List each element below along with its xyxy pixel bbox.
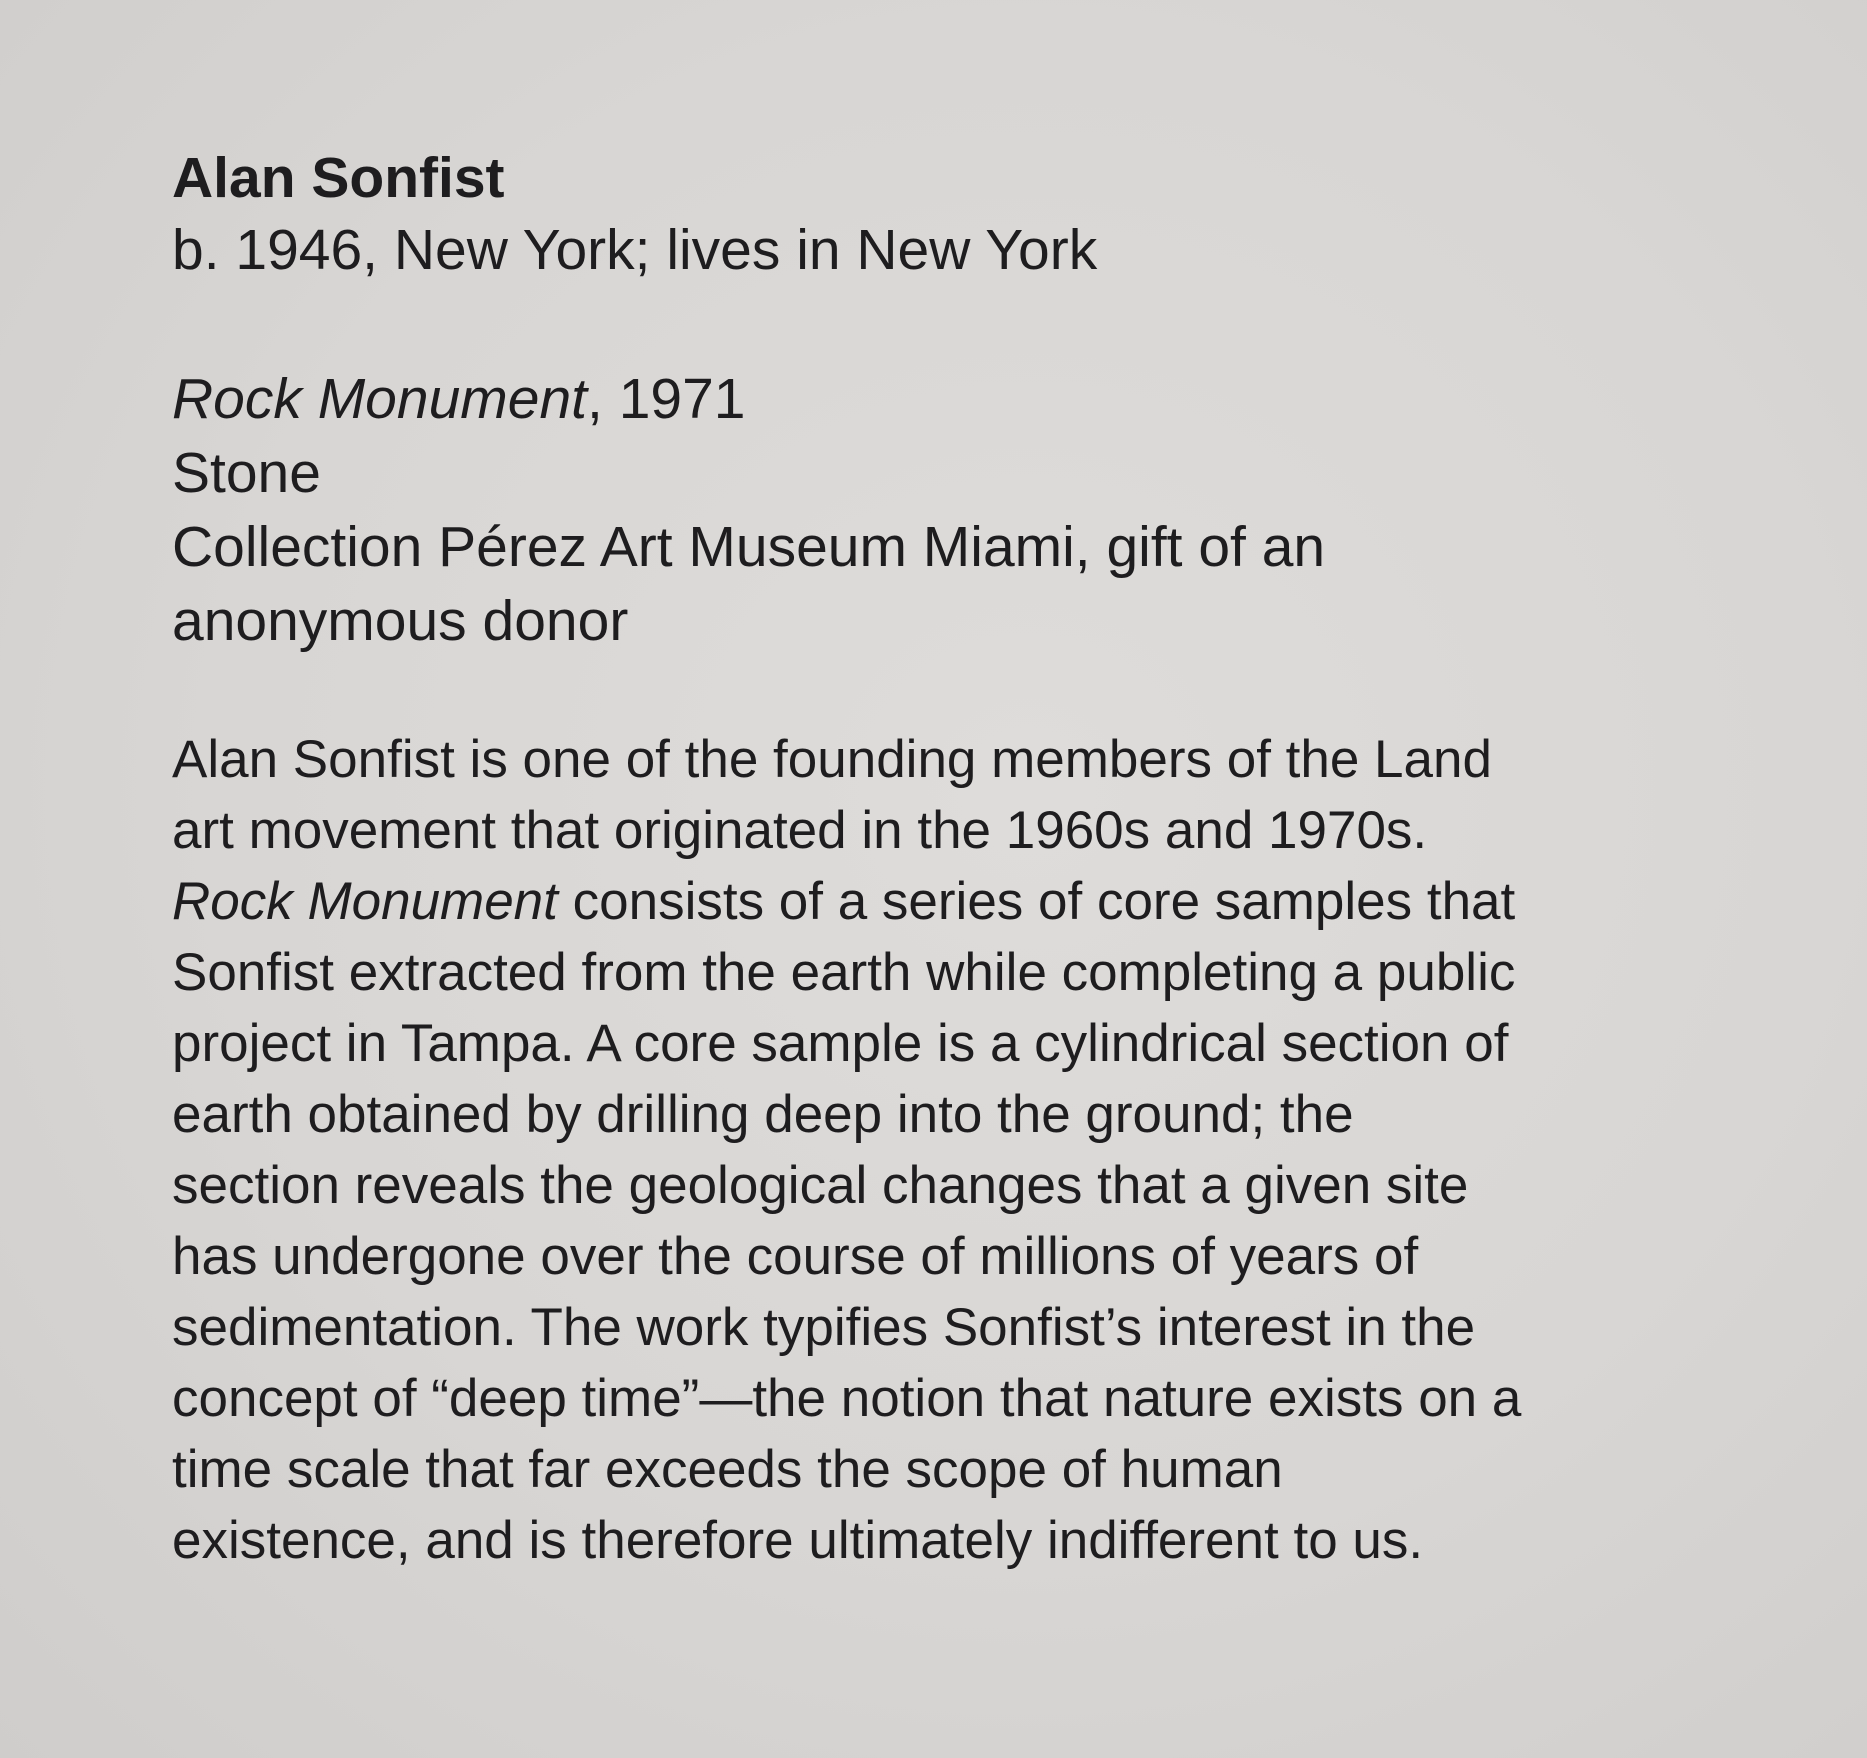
artist-bio: b. 1946, New York; lives in New York — [172, 218, 1098, 282]
description-line: Sonfist extracted from the earth while completing a public — [172, 943, 1516, 1002]
description-italic-title: Rock Monument — [172, 872, 558, 931]
description-line: section reveals the geological changes that a given site — [172, 1156, 1469, 1215]
artist-name: Alan Sonfist — [172, 146, 505, 210]
artwork-credit-line-1: Collection Pérez Art Museum Miami, gift of an — [172, 515, 1326, 579]
description-line: concept of “deep time”—the notion that nature exists on a — [172, 1369, 1522, 1428]
description-paragraph — [172, 724, 1762, 1576]
description-line: existence, and is therefore ultimately indifferent to us. — [172, 1511, 1424, 1570]
artwork-year: , 1971 — [587, 367, 746, 431]
artwork-details — [172, 362, 1867, 658]
description-line: art movement that originated in the 1960s and 1970s. — [172, 801, 1428, 860]
description-line: sedimentation. The work typifies Sonfist’s interest in the — [172, 1298, 1476, 1357]
artwork-title-line — [172, 362, 1867, 436]
description-line: Alan Sonfist is one of the founding members of the Land — [172, 730, 1492, 789]
description-line — [172, 866, 1762, 937]
description-line: project in Tampa. A core sample is a cylindrical section of — [172, 1014, 1509, 1073]
description-line: time scale that far exceeds the scope of human — [172, 1440, 1283, 1499]
description-line-text: consists of a series of core samples that — [557, 872, 1516, 931]
description-line: has undergone over the course of millions of years of — [172, 1227, 1419, 1286]
artwork-title: Rock Monument — [172, 367, 588, 431]
artwork-credit-line-2: anonymous donor — [172, 589, 629, 653]
artwork-medium: Stone — [172, 441, 321, 505]
description-line: earth obtained by drilling deep into the ground; the — [172, 1085, 1354, 1144]
